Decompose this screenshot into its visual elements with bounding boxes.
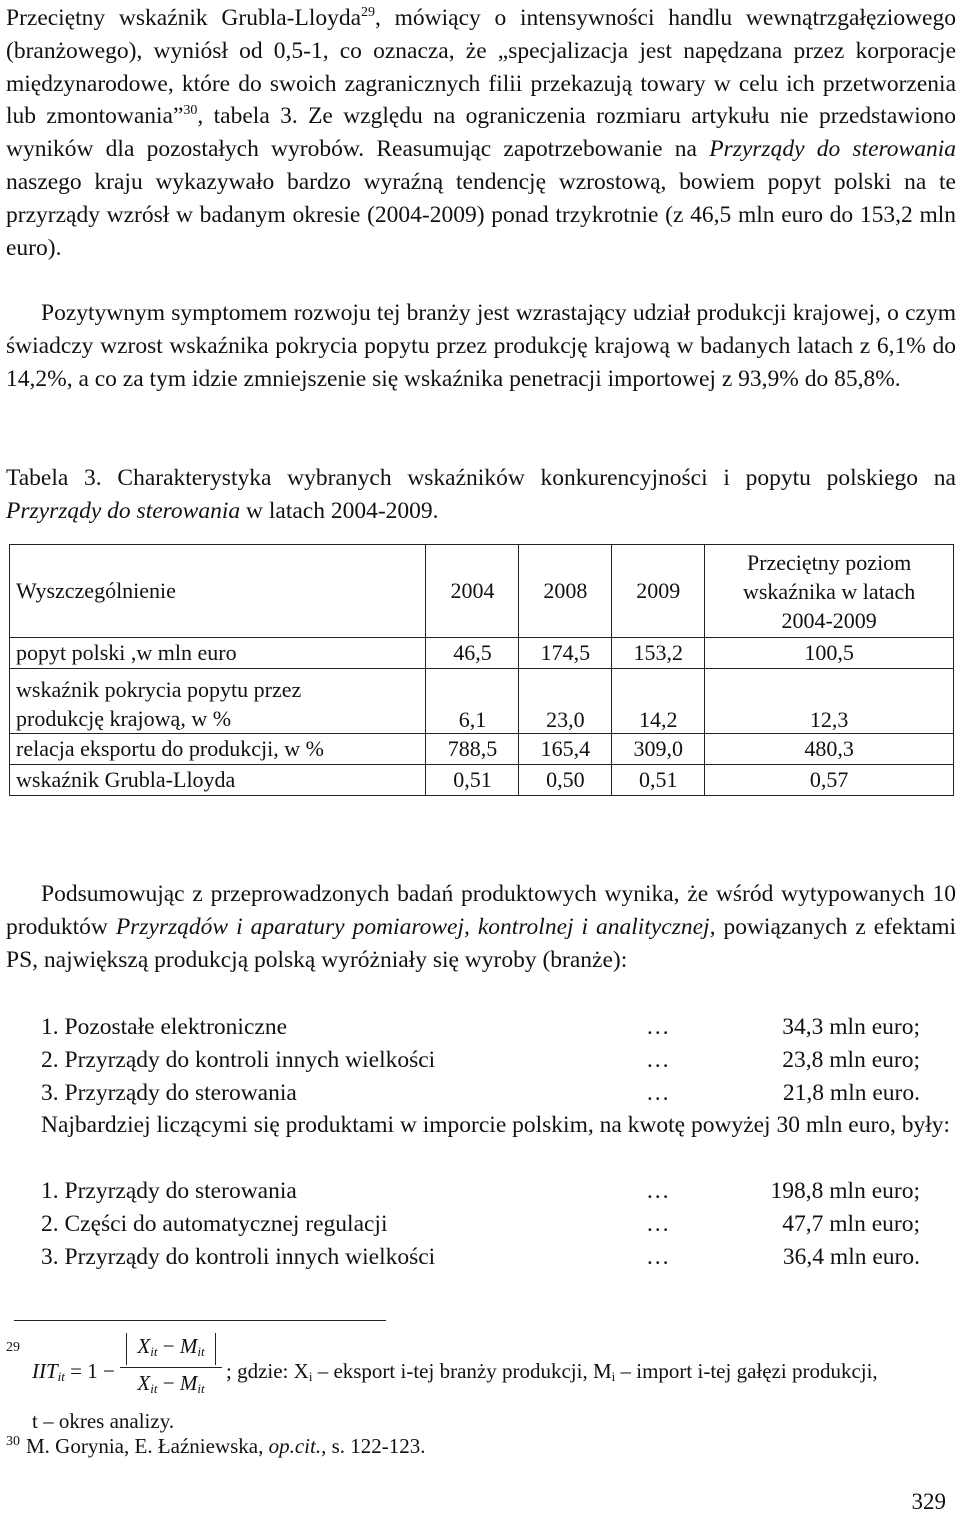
list-item-name: 1. Przyrządy do sterowania [41, 1178, 297, 1204]
footnote-30-text-a: M. Gorynia, E. Łaźniewska, [26, 1434, 269, 1458]
paragraph-1-text-a: Przeciętny wskaźnik Grubla-Lloyda [6, 5, 362, 31]
list-item [6, 1044, 956, 1077]
footnote-29-text-c: – import i-tej gałęzi produkcji, [615, 1359, 878, 1383]
list-item [6, 1077, 956, 1110]
cell-2009: 309,0 [612, 734, 705, 765]
paragraph-3-italic: Przyrządów i aparatury pomiarowej, kontrolnej i analitycznej, [115, 913, 716, 940]
paragraph-1 [6, 2, 956, 264]
list-item-ellipsis: … [646, 1080, 670, 1106]
footnote-29 [6, 1330, 956, 1405]
row-label: popyt polski ,w mln euro [10, 638, 426, 669]
list-item-ellipsis: … [646, 1211, 670, 1237]
formula-den-m: M [179, 1371, 198, 1395]
footnote-29-mark: 29 [6, 1340, 20, 1355]
list-item-name: 2. Przyrządy do kontroli innych wielkości [41, 1047, 436, 1073]
paragraph-1-text-c: , tabela 3. Ze względu na ograniczenia rozmiaru artykułu nie przedstawiono wyników dla pozostałych wyrobów. Reasumując zapotrzebowanie na [6, 103, 956, 163]
footnote-30-italic: op.cit., [268, 1434, 327, 1458]
list-item-name: 3. Przyrządy do sterowania [41, 1080, 297, 1106]
list-item-ellipsis: … [646, 1014, 670, 1040]
header-2009: 2009 [612, 545, 705, 638]
list-item [6, 1011, 956, 1044]
formula-num-x-sub: it [150, 1344, 158, 1359]
list-item-ellipsis: … [646, 1244, 670, 1270]
list-item-ellipsis: … [646, 1178, 670, 1204]
footnote-ref-29[interactable]: 29 [361, 5, 376, 20]
paragraph-1-text-b: , mówiący o intensywności handlu wewnątrzgałęziowego (branżowego), wyniósł od 0,5-1, co oznacza, że „specjalizacja jest napędzana przez korporacje międzynarodowe, które do swoich zagranicznych filii przekazują towary w celu ich przetworzenia lub zmontowania” [6, 5, 956, 130]
data-table [9, 544, 954, 796]
table-row [10, 669, 954, 734]
footnote-29-sub-2: i [611, 1369, 616, 1384]
cell-2008: 0,50 [519, 765, 612, 796]
header-2008: 2008 [519, 545, 612, 638]
formula-den-m-sub: it [197, 1381, 205, 1396]
table-header-row [10, 545, 954, 638]
header-average [705, 545, 954, 638]
paragraph-2: Pozytywnym symptomem rozwoju tej branży jest wzrastający udział produkcji krajowej, o czym świadczy wzrost wskaźnika pokrycia popytu przez produkcję krajową w badanych latach z 6,1% do 14,2%, a co za tym idzie zmniejszenie się wskaźnika penetracji importowej z 93,9% do 85,8%. [6, 300, 956, 392]
row-label: wskaźnik Grubla-Lloyda [10, 765, 426, 796]
formula-numerator [126, 1333, 216, 1365]
footnote-30-mark: 30 [6, 1434, 20, 1449]
formula-num-m-sub: it [197, 1344, 205, 1359]
table-caption [6, 462, 956, 528]
header-average-line-1: Przeciętny poziom [746, 549, 912, 575]
list-item-value: 198,8 mln euro; [770, 1178, 920, 1204]
list-item-name: 3. Przyrządy do kontroli innych wielkości [41, 1244, 436, 1270]
page-number: 329 [911, 1489, 946, 1514]
footnote-30-text-b: s. 122-123. [326, 1434, 426, 1458]
formula-lhs-symbol: IIT [32, 1359, 58, 1383]
cell-2009: 0,51 [612, 765, 705, 796]
paragraph-3-text-a: Podsumowując z przeprowadzonych badań produktowych wynika, że wśród wytypowanych 10 produktów [6, 881, 956, 940]
list-item [6, 1241, 956, 1274]
list-item-value: 36,4 mln euro. [782, 1244, 920, 1270]
iit-formula [32, 1330, 212, 1405]
cell-average: 480,3 [705, 734, 954, 765]
paragraph-3 [6, 878, 956, 976]
list-item-value: 47,7 mln euro; [782, 1211, 920, 1237]
list-item [6, 1175, 956, 1208]
formula-den-x-sub: it [150, 1381, 158, 1396]
list-item-ellipsis: … [646, 1047, 670, 1073]
cell-2004: 0,51 [426, 765, 519, 796]
row-label: relacja eksportu do produkcji, w % [10, 734, 426, 765]
row-label-line-2: produkcję krajową, w % [16, 706, 232, 731]
formula-den-minus: − [157, 1371, 180, 1395]
list-item [6, 1208, 956, 1241]
list-item-name: 2. Części do automatycznej regulacji [41, 1211, 388, 1237]
table-caption-text-b: w latach 2004-2009. [240, 497, 439, 524]
formula-denominator [120, 1370, 222, 1402]
formula-num-x: X [137, 1334, 151, 1358]
row-label [10, 669, 426, 734]
cell-2004: 46,5 [426, 638, 519, 669]
table-caption-text-a: Tabela 3. Charakterystyka wybranych wskaźników konkurencyjności i popytu polskiego na [6, 465, 956, 491]
footnote-29-sub-1: i [308, 1369, 313, 1384]
header-average-line-3: 2004-2009 [781, 607, 877, 633]
list-item-value: 34,3 mln euro; [782, 1014, 920, 1040]
paragraph-1-text-d: naszego kraju wykazywało bardzo wyraźną tendencję wzrostową, bowiem popyt polski na te przyrządy wzrósł w badanym okresie (2004-2009) ponad trzykrotnie (z 46,5 mln euro do 153,2 mln euro). [6, 168, 956, 261]
paragraph-3-text-b: powiązanych z efektami PS, największą produkcją polską wyróżniały się wyroby (branże): [6, 913, 957, 973]
cell-2009: 14,2 [612, 669, 705, 734]
formula-lhs [32, 1359, 115, 1385]
formula-fraction [120, 1333, 222, 1402]
cell-2008: 165,4 [519, 734, 612, 765]
paragraph-4: Najbardziej liczącymi się produktami w imporcie polskim, na kwotę powyżej 30 mln euro, były: [41, 1112, 951, 1138]
production-list [6, 1011, 956, 1110]
row-label-line-1: wskaźnik pokrycia popytu przez [16, 677, 302, 702]
formula-fraction-bar [120, 1367, 222, 1368]
footnote-separator [14, 1320, 386, 1321]
cell-average: 12,3 [705, 669, 954, 734]
table-row [10, 765, 954, 796]
formula-num-minus: − [157, 1334, 180, 1358]
cell-2008: 174,5 [519, 638, 612, 669]
table-row [10, 734, 954, 765]
cell-2004: 788,5 [426, 734, 519, 765]
formula-den-x: X [137, 1371, 151, 1395]
paragraph-1-italic: Przyrządy do sterowania [709, 136, 956, 163]
cell-2004: 6,1 [426, 669, 519, 734]
header-2004: 2004 [426, 545, 519, 638]
footnote-29-text [226, 1359, 960, 1385]
footnote-ref-30[interactable]: 30 [183, 103, 198, 119]
list-item-name: 1. Pozostałe elektroniczne [41, 1014, 288, 1040]
header-label: Wyszczególnienie [10, 545, 426, 638]
footnote-29-text-a: ; gdzie: X [226, 1359, 309, 1383]
header-average-line-2: wskaźnika w latach [742, 578, 916, 604]
footnote-29-continuation: t – okres analizy. [32, 1409, 175, 1433]
cell-average: 0,57 [705, 765, 954, 796]
formula-lhs-sub: it [57, 1369, 65, 1384]
table-row [10, 638, 954, 669]
cell-2009: 153,2 [612, 638, 705, 669]
table-caption-italic: Przyrządy do sterowania [6, 497, 241, 524]
list-item-value: 23,8 mln euro; [782, 1047, 920, 1073]
cell-2008: 23,0 [519, 669, 612, 734]
list-item-value: 21,8 mln euro. [782, 1080, 920, 1106]
formula-num-m: M [179, 1334, 198, 1358]
cell-average: 100,5 [705, 638, 954, 669]
footnote-30 [6, 1434, 426, 1459]
footnote-29-text-b: – eksport i-tej branży produkcji, M [312, 1359, 612, 1383]
import-list [6, 1175, 956, 1274]
formula-equals: = 1 − [64, 1359, 115, 1383]
